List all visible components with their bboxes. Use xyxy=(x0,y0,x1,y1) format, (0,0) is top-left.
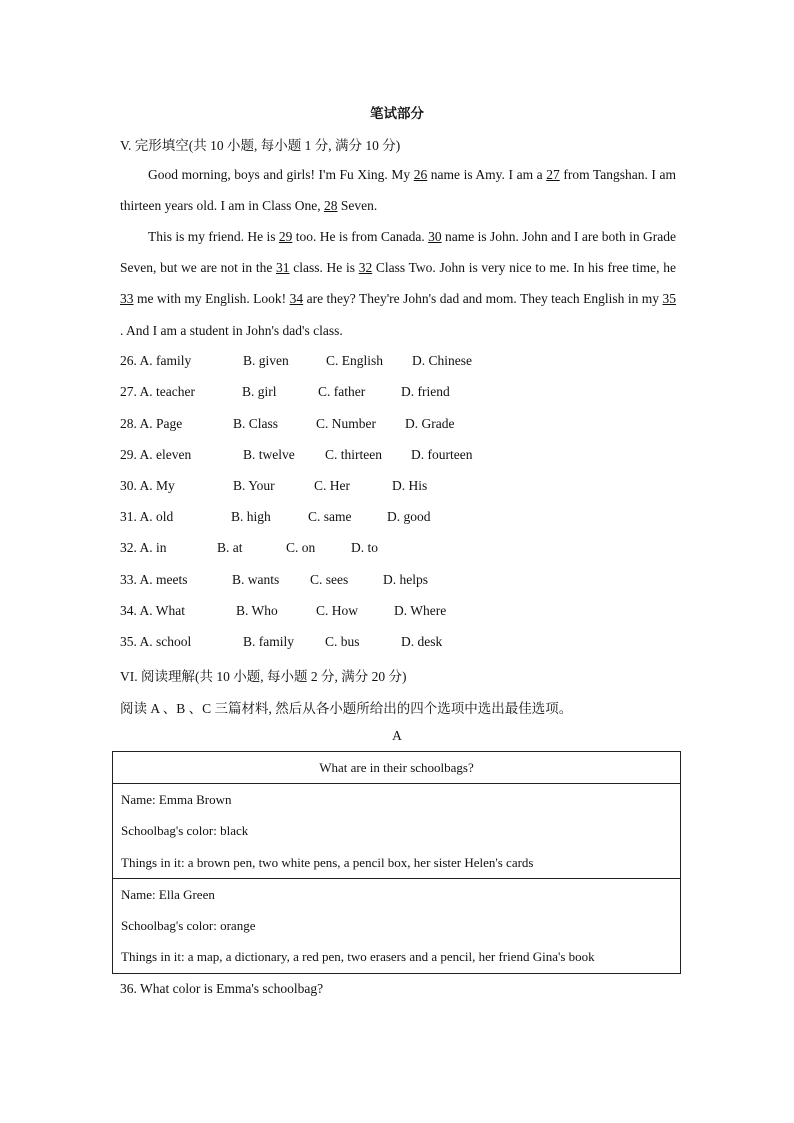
text: This is my friend. He is xyxy=(148,229,279,244)
section-5-heading: V. 完形填空(共 10 小题, 每小题 1 分, 满分 10 分) xyxy=(120,138,401,153)
option-b: B. at xyxy=(217,540,243,555)
option-d: D. friend xyxy=(401,384,450,399)
option-b: B. given xyxy=(243,353,289,368)
cloze-paragraph-1 xyxy=(120,159,676,221)
text: from Tangshan. I am thirteen years old. I am in Class One, xyxy=(120,167,676,214)
row-things: Things in it: a brown pen, two white pens, a pencil box, her sister Helen's cards xyxy=(121,854,534,870)
row-color: Schoolbag's color: orange xyxy=(121,918,256,934)
option-c: C. English xyxy=(326,353,384,368)
option-a: 33. A. meets xyxy=(120,572,188,587)
text: . And I am a student in John's dad's class. xyxy=(120,322,343,338)
blank-35: 35 xyxy=(662,291,676,307)
table-cell-emma xyxy=(113,784,681,879)
blank-28: 28 xyxy=(323,198,338,214)
option-c: C. Her xyxy=(314,478,350,493)
blank-27: 27 xyxy=(546,167,560,182)
option-d: D. Where xyxy=(394,603,447,618)
option-b: B. high xyxy=(231,509,271,524)
option-a: 31. A. old xyxy=(120,509,174,524)
option-d: D. fourteen xyxy=(411,447,473,462)
text: name is Amy. I am a xyxy=(427,167,547,182)
blank-26: 26 xyxy=(413,167,428,182)
blank-30: 30 xyxy=(428,229,442,244)
table-row xyxy=(113,784,681,879)
blank-29: 29 xyxy=(278,229,293,244)
option-a: 30. A. My xyxy=(120,478,175,493)
option-a: 27. A. teacher xyxy=(120,384,195,399)
text: class. He is xyxy=(289,260,359,276)
option-a: 34. A. What xyxy=(120,603,185,618)
row-name: Name: Ella Green xyxy=(121,886,215,902)
option-b: B. family xyxy=(243,634,294,649)
text: me with my English. Look! xyxy=(133,291,290,307)
option-c: C. on xyxy=(286,540,316,555)
blank-31: 31 xyxy=(276,260,290,276)
blank-32: 32 xyxy=(358,260,373,276)
option-d: D. helps xyxy=(383,572,428,587)
section-6-instruction: 阅读 A 、B 、C 三篇材料, 然后从各小题所给出的四个选项中选出最佳选项。 xyxy=(120,701,573,716)
table-row xyxy=(113,878,681,973)
table-header: What are in their schoolbags? xyxy=(113,752,681,784)
option-b: B. girl xyxy=(242,384,277,399)
option-d: D. to xyxy=(351,540,378,555)
text: are they? They're John's dad and mom. They teach English in my xyxy=(303,291,663,307)
option-d: D. desk xyxy=(401,634,443,649)
row-name: Name: Emma Brown xyxy=(121,792,232,807)
option-b: B. Your xyxy=(233,478,275,493)
cloze-paragraph-2 xyxy=(120,221,676,346)
option-a: 32. A. in xyxy=(120,540,167,555)
option-d: D. His xyxy=(392,478,428,493)
text: name is John. John and I are both in Grade Seven, but we are not in the xyxy=(120,229,676,276)
option-b: B. Class xyxy=(233,416,279,431)
option-a: 28. A. Page xyxy=(120,416,183,431)
passage-label: A xyxy=(392,728,402,743)
option-a: 26. A. family xyxy=(120,353,192,368)
option-c: C. bus xyxy=(325,634,360,649)
row-things: Things in it: a map, a dictionary, a red pen, two erasers and a pencil, her friend Gina's book xyxy=(121,949,595,965)
option-b: B. twelve xyxy=(243,447,295,462)
option-c: C. How xyxy=(316,603,359,618)
blank-33: 33 xyxy=(120,291,134,307)
option-d: D. Chinese xyxy=(412,353,472,368)
option-c: C. Number xyxy=(316,416,376,431)
option-a: 35. A. school xyxy=(120,634,192,649)
option-b: B. Who xyxy=(236,603,278,618)
blank-34: 34 xyxy=(289,291,304,307)
table-cell-ella xyxy=(113,878,681,973)
option-b: B. wants xyxy=(232,572,280,587)
option-c: C. same xyxy=(308,509,352,524)
section-6-heading: VI. 阅读理解(共 10 小题, 每小题 2 分, 满分 20 分) xyxy=(120,669,407,684)
page-title: 笔试部分 xyxy=(370,106,424,121)
option-c: C. father xyxy=(318,384,366,399)
table-header-row xyxy=(113,752,681,784)
option-d: D. Grade xyxy=(405,416,455,431)
text: Class Two. John is very nice to me. In his free time, he xyxy=(372,260,676,276)
option-c: C. thirteen xyxy=(325,447,382,462)
text: Seven. xyxy=(337,198,378,214)
option-d: D. good xyxy=(387,509,431,524)
text: too. He is from Canada. xyxy=(292,229,429,244)
row-color: Schoolbag's color: black xyxy=(121,823,249,839)
question-36: 36. What color is Emma's schoolbag? xyxy=(120,981,324,996)
option-a: 29. A. eleven xyxy=(120,447,192,462)
schoolbag-table xyxy=(112,751,681,974)
option-c: C. sees xyxy=(310,572,349,587)
text: Good morning, boys and girls! I'm Fu Xing. My xyxy=(148,167,414,182)
